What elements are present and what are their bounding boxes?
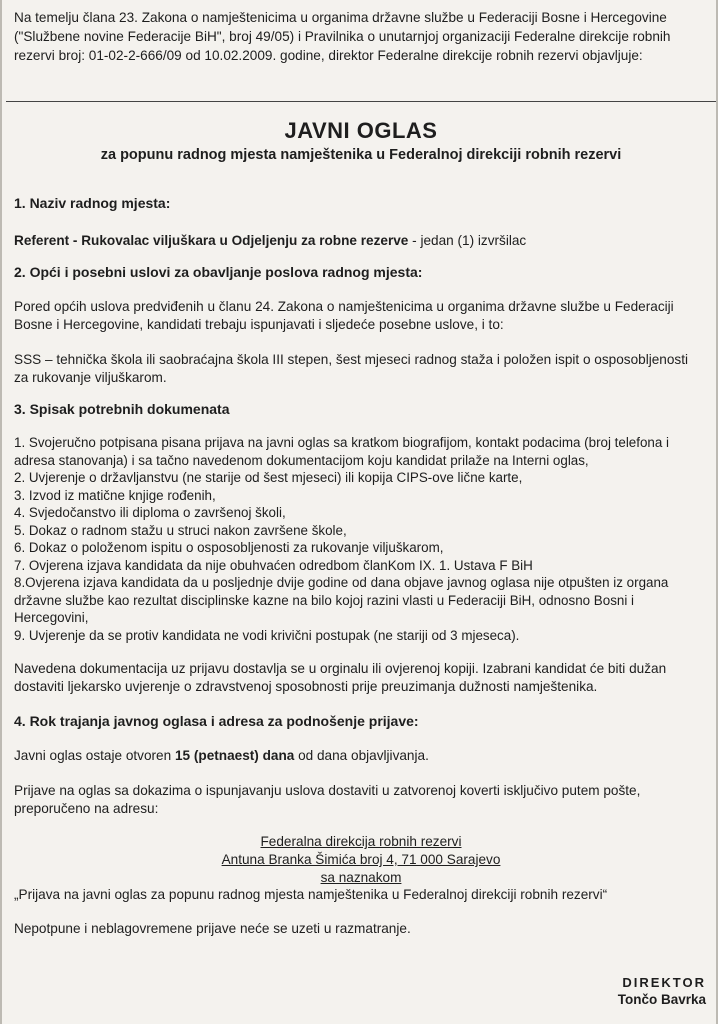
list-item: 5. Dokaz o radnom stažu u struci nakon završene škole, (14, 522, 347, 538)
submission-paragraph: Prijave na oglas sa dokazima o ispunjavanju uslova dostaviti u zatvorenoj koverti isključivo putem pošte, preporučeno na adresu: (14, 783, 641, 816)
divider-line (6, 101, 716, 102)
section-4-heading: 4. Rok trajanja javnog oglasa i adresa za podnošenje prijave: (14, 713, 419, 729)
documents-list (14, 434, 704, 644)
list-item: 6. Dokaz o položenom ispitu o osposobljenosti za rukovanje viljuškarom, (14, 540, 444, 555)
list-item: 9. Uvjerenje da se protiv kandidata ne vodi krivični postupak (ne stariji od 3 mjeseca). (14, 627, 520, 643)
section-3-heading: 3. Spisak potrebnih dokumenata (14, 401, 230, 417)
address-street-text: Antuna Branka Šimića broj 4, 71 000 Sarajevo (221, 852, 501, 867)
intro-paragraph: Na temelju člana 23. Zakona o namještenicima u organima državne službe u Federaciji Bosne i Hercegovine ("Službene novine Federacije BiH", broj 49/05) i Pravilnika o unutarnjoj organizaciji Federalne direkcije robnih rezervi broj: 01-02-2-666/09 od 10.02.2009. godine, direktor Federalne direkcije robnih rezervi objavljuje: (14, 10, 671, 63)
list-item: 7. Ovjerena izjava kandidata da nije obuhvaćen odredbom članKom IX. 1. Ustava F BiH (14, 557, 533, 573)
general-conditions-paragraph: Pored općih uslova predviđenih u članu 24. Zakona o namještenicima u organima državne službe u Federaciji Bosne i Hercegovine, kandidati trebaju ispunjavati i sljedeće posebne uslove, i to: (14, 299, 674, 332)
address-street (2, 851, 718, 869)
position-title: Referent - Rukovalac viljuškara u Odjeljenju za robne rezerve (14, 233, 409, 248)
special-conditions-paragraph: SSS – tehnička škola ili saobraćajna škola III stepen, šest mjeseci radnog staža i položen ispit o osposobljenosti za rukovanje viljuškarom. (14, 352, 689, 385)
document-title: JAVNI OGLAS (284, 118, 438, 143)
position-line (14, 232, 704, 250)
address-marking (2, 869, 718, 887)
documentation-note: Navedena dokumentacija uz prijavu dostavlja se u orginalu ili ovjerenoj kopiji. Izabrani kandidat će biti dužan dostaviti ljekarsko uvjerenje o zdravstvenoj sposobnosti prije preuzimanja dužnosti namještenika. (14, 661, 667, 694)
list-item: 1. Svojeručno potpisana pisana prijava na javni oglas sa kratkom biografijom, kontakt podacima (broj telefona i adresa stanovanja) i sa tačno navedenom dokumentacijom koju kandidat prilaže na Interni oglas, (14, 435, 670, 468)
list-item: 3. Izvod iz matične knjige rođenih, (14, 487, 216, 503)
deadline-days: 15 (petnaest) dana (174, 748, 295, 763)
list-item: 2. Uvjerenje o državljanstvu (ne starije od šest mjeseci) ili kopija CIPS-ove lične karte, (14, 470, 523, 485)
section-1-heading: 1. Naziv radnog mjesta: (14, 195, 171, 211)
signature-name: Tončo Bavrka (617, 992, 706, 1007)
deadline-post: od dana objavljivanja. (294, 748, 429, 763)
document-subtitle: za popunu radnog mjesta namještenika u Federalnoj direkciji robnih rezervi (100, 147, 622, 163)
list-item: 4. Svjedočanstvo ili diploma o završenoj školi, (14, 505, 286, 520)
position-count: - jedan (1) izvršilac (408, 233, 527, 248)
section-2-heading: 2. Opći i posebni uslovi za obavljanje poslova radnog mjesta: (14, 264, 423, 280)
deadline-paragraph (14, 747, 704, 765)
address-institution-text: Federalna direkcija robnih rezervi (260, 834, 462, 849)
envelope-label: „Prijava na javni oglas za popunu radnog mjesta namještenika u Federalnoj direkciji robnih rezervi“ (14, 887, 608, 902)
deadline-pre: Javni oglas ostaje otvoren (14, 748, 175, 763)
signature-role: DIREKTOR (622, 975, 706, 990)
address-institution (2, 833, 718, 851)
address-marking-text: sa naznakom (320, 870, 402, 885)
list-item: 8.Ovjerena izjava kandidata da u posljednje dvije godine od dana objave javnog oglasa nije otpušten iz organa državne službe kao rezultat disciplinske kazne na bilo kojoj razini vlasti u Federaciji BiH, odnosno Bosni i Hercegovini, (14, 575, 669, 625)
incomplete-notice: Nepotpune i neblagovremene prijave neće se uzeti u razmatranje. (14, 921, 411, 936)
